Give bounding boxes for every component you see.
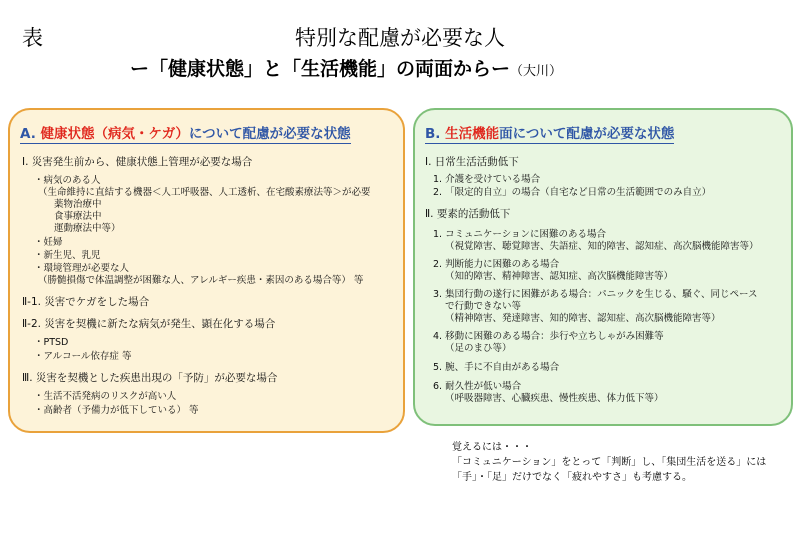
box-a-title-highlight: 健康状態（病気・ケガ） <box>40 126 189 142</box>
list-item: 薬物治療中 <box>54 199 102 210</box>
list-item: ・アルコール依存症 等 <box>34 351 132 362</box>
list-item: 運動療法中等） <box>54 223 121 234</box>
list-item: 2. 判断能力に困難のある場合 <box>433 259 560 270</box>
box-b-title-highlight: 生活機能 <box>445 126 500 142</box>
list-item: Ⅱ-2. 災害を契機に新たな病気が発生、顕在化する場合 <box>22 318 276 330</box>
life-function-box-title <box>425 122 674 144</box>
list-item: ・病気のある人 <box>34 175 101 186</box>
life-function-box <box>413 108 793 426</box>
health-status-box-title <box>20 122 351 144</box>
list-item: ・PTSD <box>34 337 69 348</box>
list-item: Ⅱ-1. 災害でケガをした場合 <box>22 296 150 308</box>
list-item: 食事療法中 <box>54 211 102 222</box>
list-item: 5. 腕、手に不自由がある場合 <box>433 362 560 373</box>
list-item: Ⅱ. 要素的活動低下 <box>425 208 511 220</box>
table-label: 表 <box>22 26 43 50</box>
memo-line: 覚えるには・・・ <box>452 442 532 453</box>
list-item: ・新生児、乳児 <box>34 250 101 261</box>
list-item: （知的障害、精神障害、認知症、高次脳機能障害等） <box>445 271 674 282</box>
list-item: 3. 集団行動の遂行に困難がある場合：パニックを生じる、騒ぐ、同じペース <box>433 289 758 300</box>
list-item: 1. コミュニケーションに困難のある場合 <box>433 229 607 240</box>
list-item: ・妊婦 <box>34 237 63 248</box>
list-item: （呼吸器障害、心臓疾患、慢性疾患、体力低下等） <box>445 393 664 404</box>
list-item: 1. 介護を受けている場合 <box>433 174 541 185</box>
page-title: 特別な配慮が必要な人 <box>295 26 505 50</box>
memo-line: 「手」・「足」だけでなく「疲れやすさ」も考慮する。 <box>452 472 692 483</box>
subtitle-text: ー「健康状態」と「生活機能」の両面からー <box>130 58 511 80</box>
memo-line: 「コミュニケーション」をとって「判断」し、「集団生活を送る」には <box>452 457 767 468</box>
list-item: ・環境管理が必要な人 <box>34 263 130 274</box>
memo-note <box>452 440 766 485</box>
list-item: ・高齢者（予備力が低下している） 等 <box>34 405 199 416</box>
list-item: 6. 耐久性が低い場合 <box>433 381 522 392</box>
page-subtitle <box>130 54 562 81</box>
list-item: Ⅰ. 日常生活活動低下 <box>425 156 519 168</box>
box-a-title-prefix: A. <box>20 126 41 142</box>
list-item: で行動できない等 <box>445 301 522 312</box>
health-status-box <box>8 108 405 433</box>
list-item: （視覚障害、聴覚障害、失語症、知的障害、認知症、高次脳機能障害等） <box>445 241 759 252</box>
author-label: （大川） <box>510 64 563 79</box>
box-a-title-suffix: について配慮が必要な状態 <box>188 126 351 142</box>
list-item: （生命維持に直結する機器＜人工呼吸器、人工透析、在宅酸素療法等＞が必要 <box>38 187 371 198</box>
list-item: ・生活不活発病のリスクが高い人 <box>34 391 177 402</box>
list-item: Ⅲ. 災害を契機とした疾患出現の「予防」が必要な場合 <box>22 372 278 384</box>
list-item: （勝髄損傷で体温調整が困難な人、アレルギー疾患・素因のある場合等） 等 <box>38 275 364 286</box>
box-b-title-prefix: B. <box>425 126 446 142</box>
list-item: 4. 移動に困難のある場合：歩行や立ちしゃがみ困難等 <box>433 331 664 342</box>
list-item: 2. 「限定的自立」の場合（自宅など日常の生活範囲でのみ自立） <box>433 187 712 198</box>
list-item: （精神障害、発達障害、知的障害、認知症、高次脳機能障害等） <box>445 313 721 324</box>
box-b-title-suffix: 面について配慮が必要な状態 <box>499 126 675 142</box>
list-item: Ⅰ. 災害発生前から、健康状態上管理が必要な場合 <box>22 156 253 168</box>
list-item: （足のまひ等） <box>445 343 512 354</box>
